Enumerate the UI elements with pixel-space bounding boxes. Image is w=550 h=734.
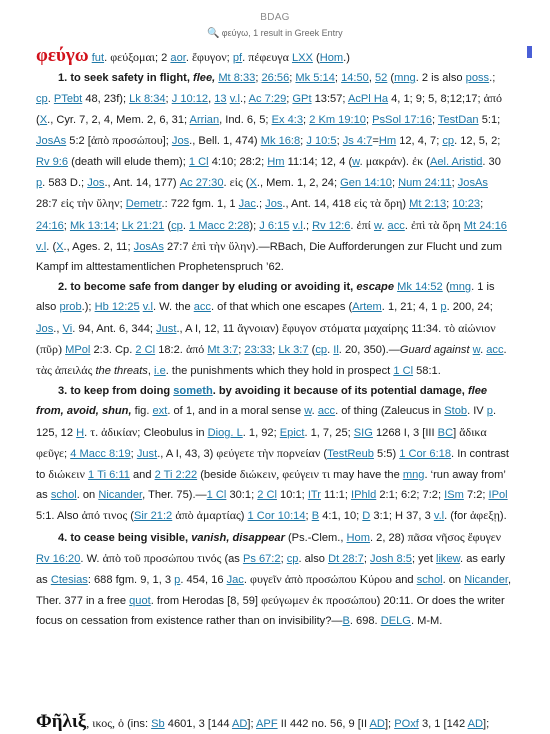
- reference-link[interactable]: v.l: [36, 240, 47, 253]
- reference-link[interactable]: PsSol 17:16: [372, 113, 432, 126]
- reference-link[interactable]: Epict: [279, 426, 305, 439]
- reference-link[interactable]: Hm: [378, 134, 397, 147]
- reference-link[interactable]: schol: [50, 489, 77, 502]
- greek-text: ἐπὶ τὴν ὕλην: [191, 238, 252, 253]
- reference-link[interactable]: prob: [59, 301, 82, 314]
- reference-link[interactable]: 14:50: [341, 72, 369, 85]
- dictionary-entry: [36, 46, 512, 632]
- greek-text: φεύγετε τὴν πορνείαν: [216, 445, 321, 460]
- reference-link[interactable]: 26:56: [261, 72, 290, 85]
- reference-link[interactable]: Mk 13:14: [69, 219, 116, 232]
- reference-link[interactable]: 13: [214, 93, 227, 106]
- reference-link[interactable]: Just: [136, 447, 158, 460]
- greek-text: ἀπό: [483, 91, 502, 106]
- reference-link[interactable]: 52: [375, 72, 388, 85]
- reference-link[interactable]: Jos: [36, 322, 54, 335]
- reference-link[interactable]: J 10:5: [306, 134, 337, 147]
- reference-link[interactable]: mng: [394, 72, 416, 85]
- sense-3[interactable]: 3. to keep from doing someth. by avoiding it because of its potential damage, flee from, avoid, shun, fig. ext. of 1, and in a moral sense w. acc. of thing (Zaleucus in Stob. IV p. 125, 12 H. τ. ἀδικίαν; Cleobulus in Diog. L. 1, 92; Epict. 1, 7, 25; SIG 1268 I, 3 [III BC] ἄδικα φεῦγε; 4 Macc 8:19; Just., A I, 43, 3) φεύγετε τὴν πορνείαν (TestReub 5:5) 1 Cor 6:18. In contrast to διώκειν 1 Ti 6:11 and 2 Ti 2:22 (beside διώκειν, φεύγειν τι may have the mng. ‘run away from’ as schol. on Nicander, Ther. 75).—1 Cl 30:1; 2 Cl 10:1; ITr 11:1; IPhld 2:1; 6:2; 7:2; ISm 7:2; IPol 5:1. Also ἀπό τινος (Sir 21:2 ἀπὸ ἁμαρτίας) 1 Cor 10:14; B 4:1, 10; D 3:1; H 37, 3 v.l. (for ἀφεξῃ).: [36, 385, 509, 523]
- reference-link[interactable]: Ex 4:3: [271, 113, 304, 126]
- reference-link[interactable]: cp: [286, 552, 299, 565]
- reference-link[interactable]: D: [362, 510, 371, 523]
- greek-text: ἀπὸ τοῦ προσώπου τινός: [102, 550, 222, 565]
- reference-link[interactable]: AcPl Ha: [347, 93, 389, 106]
- reference-link[interactable]: 1 Cor 10:14: [247, 510, 306, 523]
- reference-link[interactable]: Ps 67:2: [242, 552, 281, 565]
- reference-link[interactable]: X: [56, 240, 64, 253]
- reference-link[interactable]: Mk 16:8: [260, 134, 301, 147]
- reference-link[interactable]: poss: [465, 72, 490, 85]
- reference-link[interactable]: X: [39, 113, 48, 126]
- reference-link[interactable]: Rv 12:6: [312, 219, 351, 232]
- reference-link[interactable]: cp: [171, 219, 183, 232]
- reference-link[interactable]: Hm: [267, 156, 285, 169]
- reference-link[interactable]: LXX: [291, 52, 313, 64]
- reference-link[interactable]: Stob: [444, 405, 468, 418]
- reference-link[interactable]: 2 Cl: [257, 489, 277, 502]
- reference-link[interactable]: mng: [402, 469, 425, 482]
- greek-text: ἐπὶ τὰ ὄρη: [410, 217, 461, 232]
- reference-link[interactable]: cp: [315, 343, 328, 356]
- reference-link[interactable]: 24:16: [36, 219, 64, 232]
- greek-text: ἔφυγον στόματα μαχαίρης: [282, 320, 409, 335]
- reference-link[interactable]: Il: [333, 343, 339, 356]
- greek-text: ἄγνοιαν: [237, 320, 276, 335]
- reference-link[interactable]: Mt 3:7: [207, 343, 239, 356]
- next-entry: [36, 712, 516, 734]
- greek-text: , ικος, ὁ: [86, 716, 125, 730]
- reference-link[interactable]: acc: [387, 219, 405, 232]
- greek-text: τὸ αἰώνιον (πῦρ): [36, 320, 496, 356]
- reference-link[interactable]: Mt 2:13: [409, 198, 447, 211]
- greek-text: ἀπὸ ἁμαρτίας: [175, 508, 241, 523]
- reference-link[interactable]: IPol: [488, 489, 508, 502]
- greek-text: ἀφεξῃ: [470, 508, 500, 523]
- reference-link[interactable]: AD: [369, 718, 385, 730]
- greek-text: ἔφυγον: [192, 50, 227, 64]
- reference-link[interactable]: 23:33: [244, 343, 273, 356]
- reference-link[interactable]: 1 Ti 6:11: [87, 469, 130, 482]
- reference-link[interactable]: Jos: [265, 198, 283, 211]
- reference-link[interactable]: TestReub: [327, 447, 374, 460]
- reference-link[interactable]: H: [76, 426, 85, 439]
- greek-text: ἐπί: [356, 217, 371, 232]
- greek-text: ἀπό: [185, 341, 205, 356]
- reference-link[interactable]: 4 Macc 8:19: [70, 447, 131, 460]
- reference-link[interactable]: 2 Cl: [135, 343, 156, 356]
- reference-link[interactable]: Ctesias: [50, 574, 88, 587]
- reference-link[interactable]: w: [373, 219, 382, 232]
- reference-link[interactable]: p: [486, 405, 493, 418]
- reference-link[interactable]: v.l: [142, 301, 154, 314]
- reference-link[interactable]: PTebt: [53, 93, 83, 106]
- search-summary[interactable]: [0, 28, 550, 39]
- reference-link[interactable]: Vi: [62, 322, 73, 335]
- reference-link[interactable]: acc: [486, 343, 504, 356]
- reference-link[interactable]: B: [342, 615, 350, 628]
- search-query: φεύγω: [221, 28, 249, 38]
- reference-link[interactable]: DELG: [380, 615, 411, 628]
- reference-link[interactable]: 2 Ti 2:22: [154, 469, 198, 482]
- reference-link[interactable]: TestDan: [437, 113, 479, 126]
- principal-parts[interactable]: fut. φεύξομαι; 2 aor. ἔφυγον; pf. πέφευγα LXX (Hom.): [91, 50, 350, 64]
- reference-link[interactable]: Jac: [238, 198, 256, 211]
- reference-link[interactable]: cp: [442, 134, 455, 147]
- reference-link[interactable]: acc: [317, 405, 336, 418]
- next-headword: Φῆλιξ: [36, 711, 87, 732]
- sense-1[interactable]: 1. to seek safety in flight, flee, Mt 8:33; 26:56; Mk 5:14; 14:50, 52 (mng. 2 is also poss.; cp. PTebt 48, 23f); Lk 8:34; J 10:12, 13 v.l.; Ac 7:29; GPt 13:57; AcPl Ha 4, 1; 9; 5, 8;12;17; ἀπό (X., Cyr. 7, 2, 4, Mem. 2, 6, 31; Arrian, Ind. 6, 5; Ex 4:3; 2 Km 19:10; PsSol 17:16; TestDan 5:1; JosAs 5:2 [ἀπὸ προσώπου]; Jos., Bell. 1, 474) Mk 16:8; J 10:5; Js 4:7=Hm 12, 4, 7; cp. 12, 5, 2; Rv 9:6 (death will elude them); 1 Cl 4:10; 28:2; Hm 11:14; 12, 4 (w. μακράν). ἐκ (Ael. Aristid. 30 p. 583 D.; Jos., Ant. 14, 177) Ac 27:30. εἰς (X., Mem. 1, 2, 24; Gen 14:10; Num 24:11; JosAs 28:7 εἰς τὴν ὕλην; Demetr.: 722 fgm. 1, 1 Jac.; Jos., Ant. 14, 418 εἰς τὰ ὄρη) Mt 2:13; 10:23; 24:16; Mk 13:14; Lk 21:21 (cp. 1 Macc 2:28); J 6:15 v.l.; Rv 12:6. ἐπί w. acc. ἐπὶ τὰ ὄρη Mt 24:16 v.l. (X., Ages. 2, 11; JosAs 27:7 ἐπὶ τὴν ὕλην).—RBach, Die Aufforderungen zur Flucht und zum Kampf im alttestamentlichen Prophetenspruch ’62.: [36, 72, 507, 274]
- greek-text: εἰς: [229, 175, 243, 190]
- reference-link[interactable]: 1 Cl: [206, 489, 227, 502]
- reference-link[interactable]: Gen 14:10: [340, 177, 392, 190]
- reference-link[interactable]: Mt 8:33: [218, 72, 256, 85]
- greek-text: ἀπό τινος: [81, 508, 128, 523]
- reference-link[interactable]: w: [472, 343, 481, 356]
- greek-text: διώκειν, φεύγειν: [239, 467, 319, 482]
- greek-text: φεύξομαι: [110, 50, 155, 64]
- greek-text: φεύγωμεν ἐκ προσώπου: [261, 593, 377, 608]
- reference-link[interactable]: Josh 8:5: [370, 552, 412, 565]
- reference-link[interactable]: Jac: [226, 574, 244, 587]
- reference-link[interactable]: Mk 5:14: [295, 72, 335, 85]
- reference-link[interactable]: v.l: [292, 219, 303, 232]
- reference-link[interactable]: MPol: [65, 343, 91, 356]
- greek-text: διώκειν: [48, 467, 85, 482]
- reference-link[interactable]: Demetr: [125, 198, 162, 211]
- reference-link[interactable]: J 10:12: [171, 93, 209, 106]
- app-title: BDAG: [260, 12, 290, 23]
- reference-link[interactable]: w: [352, 156, 360, 169]
- reference-link[interactable]: p: [174, 574, 181, 587]
- reference-link[interactable]: BC: [437, 426, 454, 439]
- greek-text: τι: [322, 467, 331, 482]
- reference-link[interactable]: Ac 7:29: [248, 93, 287, 106]
- greek-text: τὰς ἀπειλάς: [36, 363, 93, 378]
- greek-text: ἐκ: [412, 154, 424, 169]
- reference-link[interactable]: Artem: [352, 301, 382, 314]
- reference-link[interactable]: JosAs: [36, 134, 67, 147]
- greek-text: φυγεῖν ἀπὸ προσώπου Κύρου: [250, 572, 392, 587]
- sense-2[interactable]: 2. to become safe from danger by eluding or avoiding it, escape Mk 14:52 (mng. 1 is also prob.); Hb 12:25 v.l. W. the acc. of that which one escapes (Artem. 1, 21; 4, 1 p. 200, 24; Jos., Vi. 94, Ant. 6, 344; Just., A I, 12, 11 ἄγνοιαν) ἔφυγον στόματα μαχαίρης 11:34. τὸ αἰώνιον (πῦρ) MPol 2:3. Cp. 2 Cl 18:2. ἀπό Mt 3:7; 23:33; Lk 3:7 (cp. Il. 20, 350).—Guard against w. acc. τὰς ἀπειλάς the threats, i.e. the punishments which they hold in prospect 1 Cl 58:1.: [36, 281, 507, 378]
- reference-link[interactable]: Dt 28:7: [328, 552, 364, 565]
- reference-link[interactable]: Rv 16:20: [36, 552, 81, 565]
- reference-link[interactable]: acc: [193, 301, 211, 314]
- reference-link[interactable]: 1 Cl: [393, 365, 414, 378]
- reference-link[interactable]: X: [249, 177, 257, 190]
- reference-link[interactable]: Mk 14:52: [397, 281, 443, 294]
- reference-link[interactable]: Num 24:11: [398, 177, 452, 190]
- top-bar: [0, 0, 550, 44]
- reference-link[interactable]: GPt: [292, 93, 312, 106]
- bookmark-icon[interactable]: [527, 46, 532, 58]
- reference-link[interactable]: Hom: [319, 52, 344, 64]
- reference-link[interactable]: Mt 24:16: [463, 219, 507, 232]
- reference-link[interactable]: mng: [449, 281, 472, 294]
- reference-link[interactable]: J 6:15: [259, 219, 290, 232]
- reference-link[interactable]: Hom: [346, 531, 370, 544]
- reference-link[interactable]: Jos: [171, 134, 190, 147]
- reference-link[interactable]: APF: [256, 718, 278, 730]
- headword: φεύγω: [36, 45, 89, 66]
- reference-link[interactable]: Hb 12:25: [94, 301, 140, 314]
- reference-link[interactable]: Lk 3:7: [278, 343, 309, 356]
- search-result-count: , 1 result in Greek Entry: [248, 28, 343, 38]
- greek-text: μακράν: [365, 154, 403, 169]
- reference-link[interactable]: Nicander: [98, 489, 143, 502]
- reference-link[interactable]: ISm: [444, 489, 464, 502]
- reference-link[interactable]: Arrian: [189, 113, 220, 126]
- reference-link[interactable]: JosAs: [133, 240, 164, 253]
- reference-link[interactable]: schol: [416, 574, 443, 587]
- greek-text: εἰς τὰ ὄρη: [353, 196, 403, 211]
- reference-link[interactable]: IPhld: [350, 489, 377, 502]
- reference-link[interactable]: 1 Macc 2:28: [188, 219, 250, 232]
- reference-link[interactable]: cp: [36, 93, 48, 106]
- reference-link[interactable]: quot: [129, 595, 151, 608]
- reference-link[interactable]: 1 Cl: [188, 156, 209, 169]
- reference-link[interactable]: likew: [436, 552, 461, 565]
- reference-link[interactable]: ITr: [307, 489, 321, 502]
- reference-link[interactable]: v.l: [433, 510, 445, 523]
- reference-link[interactable]: Sir 21:2: [134, 510, 173, 523]
- reference-link[interactable]: ext: [152, 405, 168, 418]
- reference-link[interactable]: 1 Cor 6:18: [399, 447, 452, 460]
- reference-link[interactable]: Just: [156, 322, 177, 335]
- reference-link[interactable]: AD: [231, 718, 248, 730]
- greek-text: πέφευγα: [248, 50, 289, 64]
- reference-link[interactable]: w: [304, 405, 312, 418]
- reference-link[interactable]: AD: [467, 718, 484, 730]
- reference-link[interactable]: B: [311, 510, 320, 523]
- reference-link[interactable]: Rv 9:6: [36, 156, 69, 169]
- search-icon[interactable]: 🔍: [207, 28, 220, 39]
- greek-text: τ. ἀδικίαν: [90, 424, 138, 439]
- reference-link[interactable]: SIG: [353, 426, 373, 439]
- greek-text: ἄδικα φεῦγε: [36, 424, 487, 460]
- reference-link[interactable]: someth: [173, 385, 213, 398]
- sense-4[interactable]: 4. to cease being visible, vanish, disappear (Ps.-Clem., Hom. 2, 28) πᾶσα νῆσος ἔφυγεν Rv 16:20. W. ἀπὸ τοῦ προσώπου τινός (as Ps 67:2; cp. also Dt 28:7; Josh 8:5; yet likew. as early as Ctesias: 688 fgm. 9, 1, 3 p. 454, 16 Jac. φυγεῖν ἀπὸ προσώπου Κύρου and schol. on Nicander, Ther. 377 in a free quot. from Herodas [8, 59] φεύγωμεν ἐκ προσώπου) 20:11. Or does the writer focus on cessation from existence rather than on invisibility?—B. 698. DELG. M-M.: [36, 529, 512, 628]
- reference-link[interactable]: POxf: [394, 718, 419, 730]
- reference-link[interactable]: Sb: [151, 718, 165, 730]
- greek-text: ἀπὸ προσώπου: [90, 132, 163, 147]
- reference-link[interactable]: aor: [170, 52, 186, 64]
- reference-link[interactable]: Jos: [87, 177, 105, 190]
- reference-link[interactable]: Js 4:7: [342, 134, 373, 147]
- reference-link[interactable]: Diog. L: [207, 426, 243, 439]
- reference-link[interactable]: 2 Km 19:10: [309, 113, 366, 126]
- reference-link[interactable]: Ael. Aristid: [429, 156, 483, 169]
- reference-link[interactable]: pf: [232, 52, 243, 64]
- greek-text: πᾶσα νῆσος ἔφυγεν: [407, 529, 502, 544]
- reference-link[interactable]: Ac 27:30: [179, 177, 224, 190]
- reference-link[interactable]: Lk 21:21: [121, 219, 165, 232]
- reference-link[interactable]: v.l: [229, 93, 240, 106]
- reference-link[interactable]: JosAs: [457, 177, 488, 190]
- next-entry-text[interactable]: , ικος, ὁ (ins: Sb 4601, 3 [144 AD]; APF II 442 no. 56, 9 [II AD]; POxf 3, 1 [142 AD];: [86, 716, 490, 730]
- reference-link[interactable]: Nicander: [464, 574, 508, 587]
- reference-link[interactable]: fut: [91, 52, 105, 64]
- greek-text: εἰς τὴν ὕλην: [60, 196, 120, 211]
- reference-link[interactable]: i.e: [154, 365, 166, 378]
- reference-link[interactable]: 10:23: [452, 198, 481, 211]
- entry-header: [36, 46, 512, 68]
- reference-link[interactable]: p: [440, 301, 447, 314]
- reference-link[interactable]: p: [36, 177, 43, 190]
- reference-link[interactable]: Lk 8:34: [129, 93, 166, 106]
